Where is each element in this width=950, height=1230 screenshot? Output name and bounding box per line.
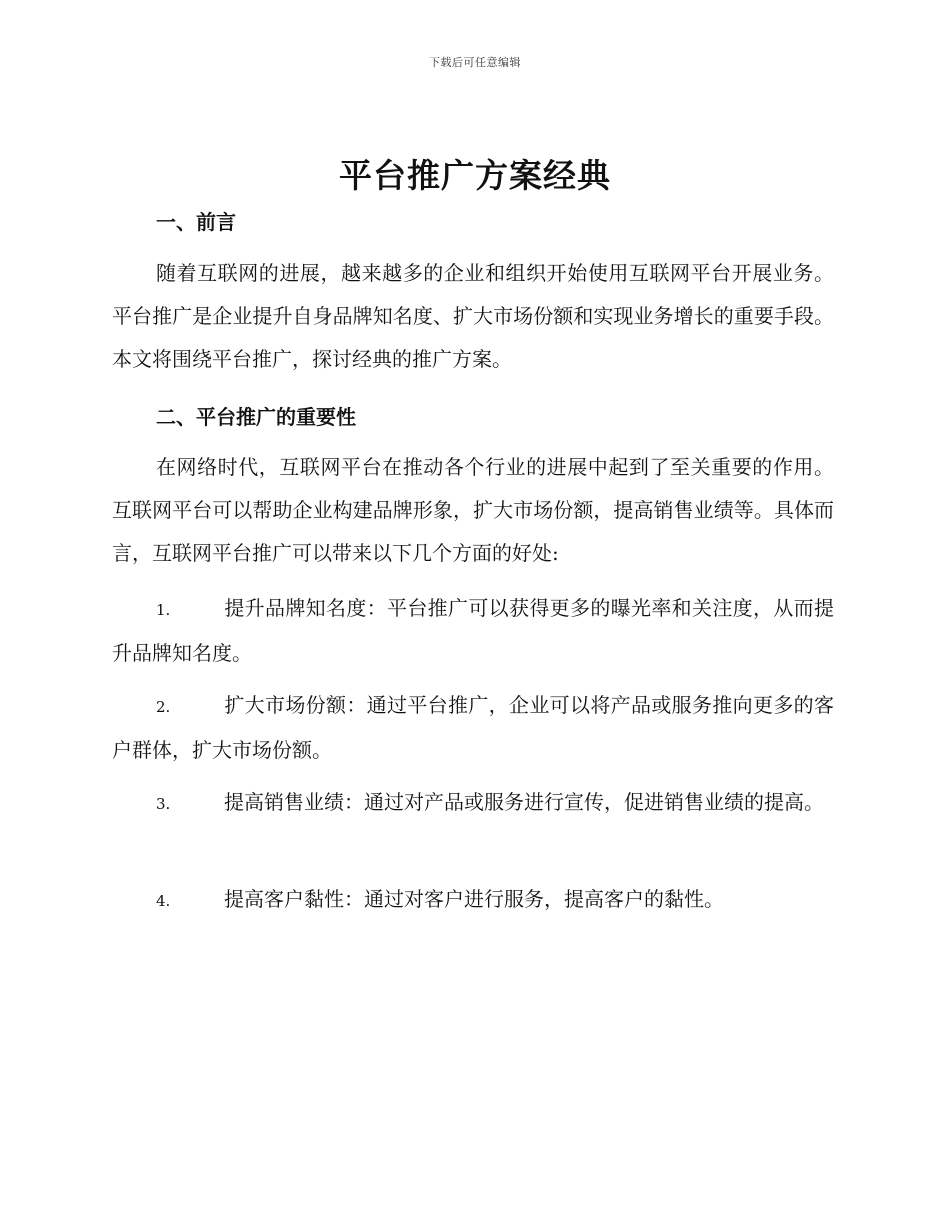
list-item-3	[112, 781, 834, 826]
list-number: 1.	[156, 601, 171, 619]
list-number: 2.	[156, 698, 171, 716]
paragraph-preface: 随着互联网的进展，越来越多的企业和组织开始使用互联网平台开展业务。平台推广是企业提升自身品牌知名度、扩大市场份额和实现业务增长的重要手段。本文将围绕平台推广，探讨经典的推广方案。	[112, 261, 834, 371]
section-heading-preface: 一、前言	[156, 210, 236, 234]
list-item-text: 扩大市场份额：通过平台推广，企业可以将产品或服务推向更多的客户群体，扩大市场份额。	[112, 693, 834, 762]
document-title: 平台推广方案经典	[339, 156, 611, 195]
list-item-text: 提高销售业绩：通过对产品或服务进行宣传，促进销售业绩的提高。	[224, 790, 824, 814]
list-number: 3.	[156, 795, 171, 813]
paragraph-importance: 在网络时代，互联网平台在推动各个行业的进展中起到了至关重要的作用。互联网平台可以帮助企业构建品牌形象，扩大市场份额，提高销售业绩等。具体而言，互联网平台推广可以带来以下几个方面的好处:	[112, 455, 834, 565]
list-item-1	[112, 587, 834, 675]
list-number: 4.	[156, 892, 171, 910]
page-header: 下载后可任意编辑	[429, 56, 521, 69]
list-item-text: 提高客户黏性：通过对客户进行服务，提高客户的黏性。	[224, 887, 724, 911]
list-item-4	[112, 878, 834, 923]
section-heading-importance: 二、平台推广的重要性	[156, 405, 356, 429]
list-item-text: 提升品牌知名度：平台推广可以获得更多的曝光率和关注度，从而提升品牌知名度。	[112, 596, 834, 665]
list-item-2	[112, 684, 834, 772]
